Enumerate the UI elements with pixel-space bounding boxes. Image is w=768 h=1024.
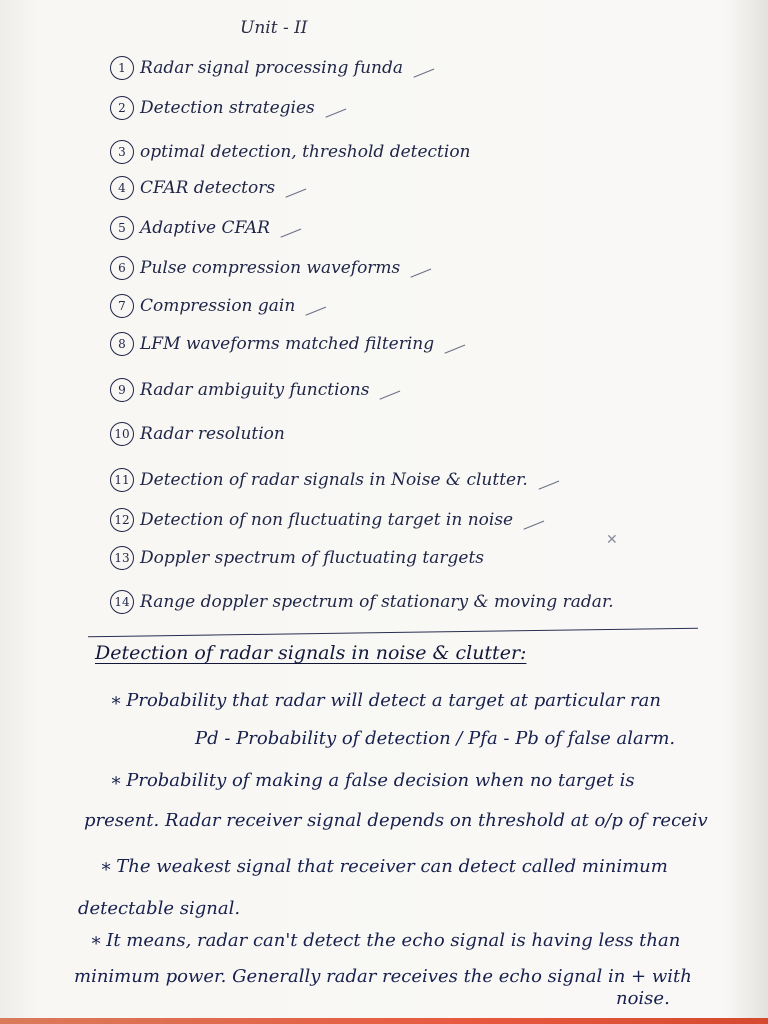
note-line — [90, 930, 680, 951]
topic-item — [110, 56, 433, 80]
note-line: detectable signal. — [78, 898, 241, 919]
topic-text: Radar resolution — [140, 424, 285, 444]
note-line: minimum power. Generally radar receives the echo signal in + with — [74, 966, 692, 987]
note-line: present. Radar receiver signal depends on threshold at o/p of receiv — [84, 810, 708, 831]
topic-text: Detection of radar signals in Noise & clutter. — [140, 470, 528, 490]
check-mark-icon — [534, 471, 559, 489]
topic-number: 5 — [110, 216, 134, 240]
topic-item — [110, 422, 285, 446]
page-edge-shadow — [728, 0, 768, 1024]
topic-number: 3 — [110, 140, 134, 164]
section-heading: Detection of radar signals in noise & clutter: — [95, 642, 527, 664]
page-bottom-edge — [0, 1018, 768, 1024]
topic-item — [110, 378, 399, 402]
note-text: The weakest signal that receiver can detect called minimum — [116, 856, 668, 877]
check-mark-icon — [407, 259, 432, 277]
topic-number: 11 — [110, 468, 134, 492]
topic-item — [110, 140, 471, 164]
topic-item — [110, 508, 543, 532]
check-mark-icon — [277, 219, 302, 237]
topic-number: 2 — [110, 96, 134, 120]
topic-text: Radar ambiguity functions — [140, 380, 370, 400]
note-line — [110, 770, 635, 791]
topic-number: 4 — [110, 176, 134, 200]
topic-number: 8 — [110, 332, 134, 356]
topic-item — [110, 546, 484, 570]
topic-item — [110, 590, 614, 614]
check-mark-icon — [322, 99, 347, 117]
topic-text: Range doppler spectrum of stationary & moving radar. — [140, 592, 614, 612]
topic-item — [110, 176, 305, 200]
topic-text: Compression gain — [140, 296, 296, 316]
unit-header: Unit - II — [240, 18, 308, 38]
note-text: It means, radar can't detect the echo signal is having less than — [106, 930, 681, 951]
note-text: Probability that radar will detect a target at particular ran — [126, 690, 661, 711]
topic-number: 12 — [110, 508, 134, 532]
topic-number: 14 — [110, 590, 134, 614]
topic-item — [110, 468, 558, 492]
margin-cross-mark-icon: ✕ — [606, 532, 618, 548]
note-line: Pd - Probability of detection / Pfa - Pb of false alarm. — [195, 728, 676, 749]
topic-text: optimal detection, threshold detection — [140, 142, 471, 162]
note-line — [100, 856, 668, 877]
topic-number: 10 — [110, 422, 134, 446]
check-mark-icon — [410, 59, 435, 77]
bullet-star-icon: ∗ — [110, 690, 123, 711]
check-mark-icon — [520, 511, 545, 529]
check-mark-icon — [302, 297, 327, 315]
check-mark-icon — [376, 381, 401, 399]
topic-number: 9 — [110, 378, 134, 402]
topic-text: LFM waveforms matched filtering — [140, 334, 435, 354]
topic-text: Pulse compression waveforms — [140, 258, 401, 278]
topic-text: Detection strategies — [140, 98, 315, 118]
check-mark-icon — [441, 335, 466, 353]
topic-item — [110, 96, 345, 120]
note-text: Probability of making a false decision when no target is — [126, 770, 635, 791]
topic-text: Adaptive CFAR — [140, 218, 270, 238]
note-line — [110, 690, 661, 711]
topic-number: 1 — [110, 56, 134, 80]
note-line: noise. — [616, 988, 670, 1009]
bullet-star-icon: ∗ — [110, 770, 123, 791]
topic-text: Detection of non fluctuating target in noise — [140, 510, 514, 530]
topic-number: 6 — [110, 256, 134, 280]
topic-number: 13 — [110, 546, 134, 570]
bullet-star-icon: ∗ — [100, 856, 113, 877]
topic-item — [110, 256, 430, 280]
topic-number: 7 — [110, 294, 134, 318]
check-mark-icon — [282, 179, 307, 197]
topic-item — [110, 332, 464, 356]
topic-item — [110, 216, 300, 240]
topic-text: Radar signal processing funda — [140, 58, 403, 78]
topic-text: Doppler spectrum of fluctuating targets — [140, 548, 485, 568]
topic-text: CFAR detectors — [140, 178, 276, 198]
topic-item — [110, 294, 325, 318]
section-divider — [88, 628, 698, 638]
bullet-star-icon: ∗ — [90, 930, 103, 951]
